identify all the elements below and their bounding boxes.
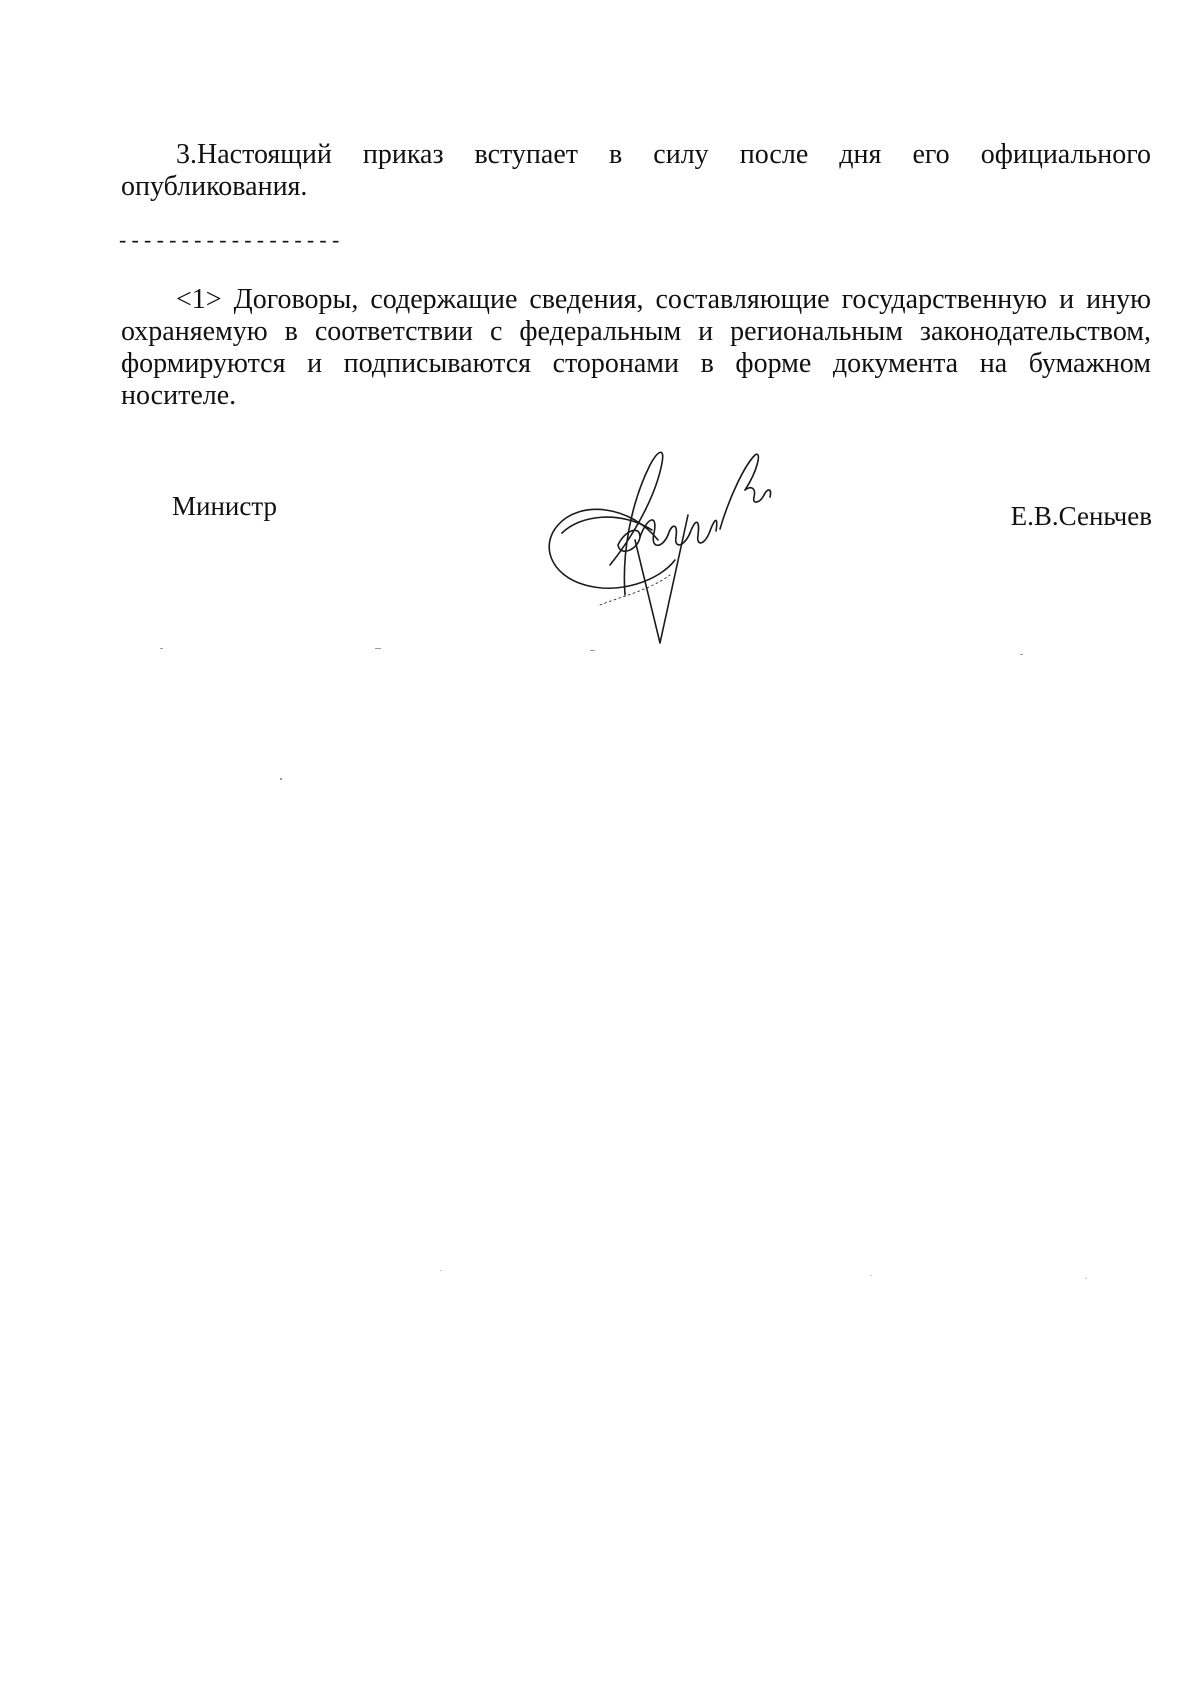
scan-speck bbox=[440, 1270, 442, 1271]
footnote-separator: ------------------ bbox=[119, 227, 345, 252]
signatory-title: Министр bbox=[172, 491, 277, 521]
scan-speck bbox=[1020, 654, 1023, 655]
footnote-paragraph bbox=[121, 284, 1151, 412]
footnote-text: <1> Договоры, содержащие сведения, составляющие государственную и иную охраняемую в соответствии с федеральным и региональным законодательством, формируются и подписываются сторонами в форме документа на бумажном носителе. bbox=[121, 284, 1151, 411]
signatory-name: Е.В.Сеньчев bbox=[1010, 501, 1152, 531]
scan-speck bbox=[870, 1275, 872, 1276]
paragraph-3 bbox=[121, 139, 1151, 203]
scan-speck bbox=[590, 650, 595, 651]
signature-icon bbox=[540, 445, 780, 645]
scan-speck bbox=[1085, 1278, 1087, 1279]
scan-speck bbox=[280, 778, 282, 780]
scan-speck bbox=[160, 648, 163, 649]
scan-speck bbox=[375, 648, 381, 649]
paragraph-3-text: 3.Настоящий приказ вступает в силу после дня его официального опубликования. bbox=[121, 139, 1151, 202]
